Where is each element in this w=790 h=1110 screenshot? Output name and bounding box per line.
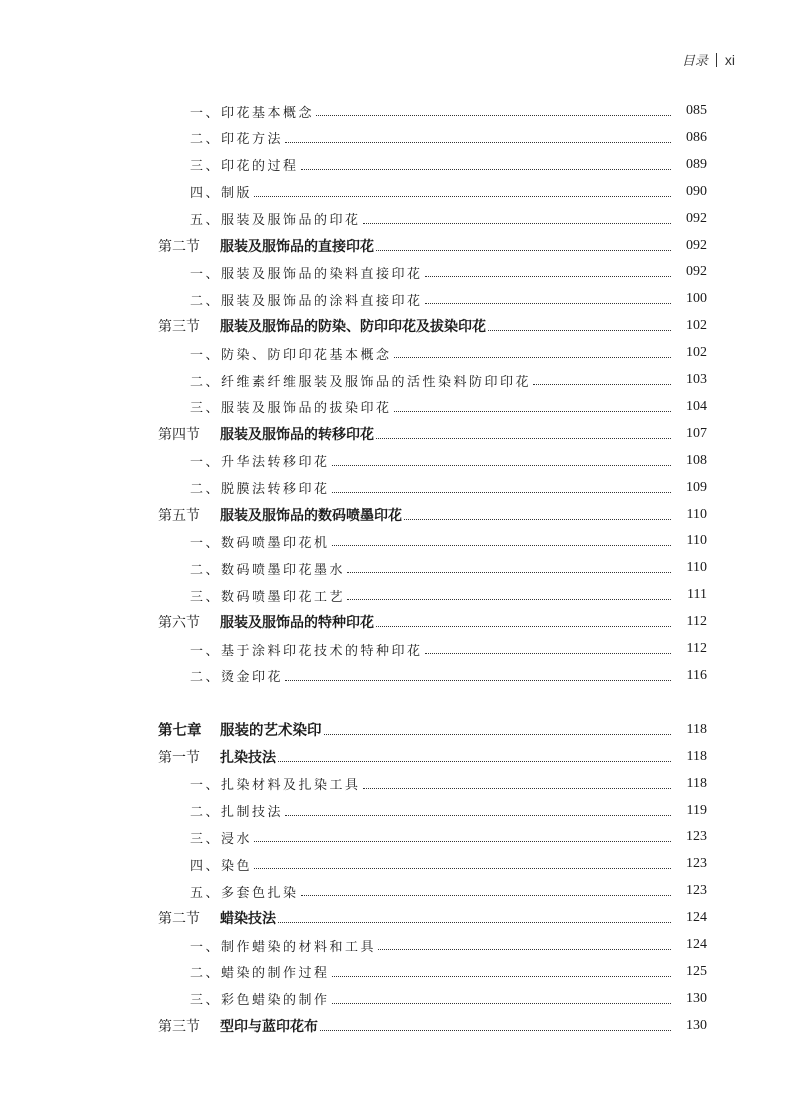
toc-entry-title: 三、数码喷墨印花工艺 [190,589,346,605]
toc-entry-title: 三、浸水 [190,831,253,847]
toc-page-number: 108 [686,452,707,468]
toc-page-number: 107 [686,425,707,441]
toc-entry-label [190,882,299,901]
toc-section-label [158,908,276,928]
dot-leader [320,1029,671,1031]
toc-page-number: 086 [686,129,707,145]
dot-leader [278,760,671,762]
dot-leader [285,141,671,143]
toc-entry-row [0,582,790,608]
toc-entry-title: 三、印花的过程 [190,159,299,175]
toc-entry-title: 五、服装及服饰品的印花 [190,213,361,229]
toc-entry-row [0,932,790,958]
toc-entry-label [190,586,345,605]
dot-leader [347,598,671,600]
toc-page-number: 103 [686,372,707,387]
dot-leader [332,491,671,493]
toc-section-label [158,236,374,256]
dot-leader [301,168,671,170]
toc-page-number: 125 [686,963,707,979]
dot-leader [316,114,671,116]
toc-page-number: 090 [686,183,707,199]
dot-leader [332,464,671,466]
toc-page-number: 104 [686,398,707,414]
toc-entry-label [190,936,376,955]
toc-page-number: 110 [686,533,707,549]
toc-entry-row [0,824,790,850]
toc-page-number: 118 [686,775,707,791]
dot-leader [363,222,671,224]
toc-entry-label [190,397,392,416]
toc-section-number: 第二节 [158,238,200,255]
toc-entry-label [190,371,531,390]
toc-section-title: 扎染技法 [220,749,276,766]
toc-entry-row [0,771,790,797]
toc-section-number: 第二节 [158,911,200,928]
toc-page-number: 130 [686,990,707,1006]
dot-leader [425,302,671,304]
toc-entry-title: 二、数码喷墨印花墨水 [190,562,346,578]
toc-page-number: 112 [686,641,707,656]
toc-entry-row [0,878,790,904]
dot-leader [363,787,671,789]
toc-page-number: 089 [686,156,707,172]
toc-entry-row [0,367,790,393]
toc-section-row [0,609,790,635]
toc-entry-title: 一、基于涂料印花技术的特种印花 [190,643,423,659]
toc-section-label [158,316,486,336]
toc-entry-row [0,798,790,824]
toc-section-number: 第三节 [158,319,200,336]
toc-entry-row [0,528,790,554]
dot-leader [378,948,671,950]
dot-leader [347,571,671,573]
toc-entry-label [190,478,330,497]
dot-leader [278,921,671,923]
toc-section-number: 第五节 [158,507,200,524]
toc-entry-title: 一、扎染材料及扎染工具 [190,778,361,794]
toc-page-number: 119 [686,802,707,818]
header-title: 目录 [681,54,708,69]
toc-section-number: 第六节 [158,615,200,632]
toc-page-number: 092 [686,237,707,253]
toc-page-number: 111 [687,587,707,603]
toc-entry-row [0,206,790,232]
dot-leader [254,195,671,197]
toc-section-title: 服装及服饰品的转移印花 [220,426,374,443]
toc-entry-title: 三、彩色蜡染的制作 [190,993,330,1009]
toc-entry-row [0,555,790,581]
toc-entry-row [0,986,790,1012]
toc-section-label [158,424,374,444]
toc-section-number: 第四节 [158,426,200,443]
toc-entry-label [190,640,423,659]
toc-page-number: 124 [686,937,707,952]
toc-section-title: 服装及服饰品的防染、防印印花及拔染印花 [220,319,486,336]
toc-entry-label [190,962,330,981]
toc-page-number: 110 [686,506,707,522]
toc-section-label [158,612,374,632]
toc-entry-title: 二、蜡染的制作过程 [190,966,330,982]
toc-chapter-row [0,717,790,743]
header-divider [716,53,717,67]
toc-section-row [0,1013,790,1039]
toc-entry-label [190,451,330,470]
dot-leader [376,437,671,439]
toc-entry-row [0,340,790,366]
dot-leader [394,410,671,412]
toc-page-number: 092 [686,210,707,226]
toc-entry-title: 一、升华法转移印花 [190,455,330,471]
toc-entry-row [0,286,790,312]
toc-page-number: 118 [686,748,707,764]
toc-entry-title: 一、服装及服饰品的染料直接印花 [190,266,423,282]
toc-section-number: 第三节 [158,1018,200,1035]
dot-leader [488,329,671,331]
toc-entry-title: 四、制版 [190,186,253,202]
dot-leader [376,249,671,251]
toc-section-label [158,505,402,525]
toc-entry-row [0,259,790,285]
toc-section-row [0,905,790,931]
toc-page-number: 118 [686,721,707,737]
toc-entry-label [190,855,252,874]
toc-entry-row [0,448,790,474]
toc-page-number: 092 [686,264,707,280]
dot-leader [332,544,671,546]
toc-entry-title: 一、印花基本概念 [190,105,315,121]
toc-section-title: 服装及服饰品的数码喷墨印花 [220,507,402,524]
dot-leader [332,975,671,977]
toc-page-number: 116 [686,667,707,683]
toc-entry-label [190,774,361,793]
toc-page-number: 110 [686,560,707,576]
toc-entry-title: 二、脱膜法转移印花 [190,482,330,498]
toc-entry-row [0,152,790,178]
dot-leader [301,894,671,896]
toc-section-label [158,1016,318,1036]
dot-leader [425,652,671,654]
toc-page-number: 102 [686,345,707,361]
running-header [682,50,735,69]
toc-entry-label [190,559,345,578]
toc-page-number: 123 [686,856,707,872]
dot-leader [254,840,671,842]
toc-entry-label [190,801,283,820]
toc-entry-label [190,290,423,309]
toc-page-number: 112 [686,614,707,630]
toc-entry-row [0,394,790,420]
toc-page-number: 109 [686,479,707,495]
toc-section-title: 服装及服饰品的直接印花 [220,238,374,255]
toc-entry-label [190,209,361,228]
toc-page-number: 130 [686,1017,707,1033]
toc-entry-label [190,666,283,685]
toc-entry-row [0,179,790,205]
toc-section-row [0,421,790,447]
toc-entry-title: 一、数码喷墨印花机 [190,535,330,551]
toc-entry-label [190,128,283,147]
toc-entry-title: 二、服装及服饰品的涂料直接印花 [190,293,423,309]
toc-entry-title: 三、服装及服饰品的拔染印花 [190,401,392,417]
toc-page-number: 085 [686,103,707,118]
toc-entry-label [190,182,252,201]
toc-page-number: 123 [686,883,707,899]
dot-leader [376,625,671,627]
toc-entry-label [190,989,330,1008]
toc-entry-title: 二、纤维素纤维服装及服饰品的活性染料防印印花 [190,374,532,390]
toc-entry-title: 四、染色 [190,858,253,874]
toc-entry-row [0,98,790,124]
toc-section-row [0,233,790,259]
toc-page-number: 123 [686,829,707,845]
toc-entry-label [190,532,330,551]
toc-entry-row [0,636,790,662]
dot-leader [285,679,671,681]
toc-entry-label [190,155,299,174]
toc-entry-label [190,828,252,847]
toc-entry-title: 二、扎制技法 [190,805,284,820]
header-page-number: xi [724,51,735,68]
dot-leader [533,383,671,385]
toc-entry-row [0,475,790,501]
toc-entry-label [190,102,314,121]
toc-section-row [0,313,790,339]
dot-leader [324,733,672,735]
toc-entry-row [0,851,790,877]
toc-entry-row [0,959,790,985]
toc-entry-title: 二、印花方法 [190,132,284,148]
toc-section-title: 型印与蓝印花布 [220,1018,318,1035]
toc-entry-title: 二、烫金印花 [190,670,284,686]
dot-leader [425,275,671,277]
toc-section-label [158,747,276,767]
toc-page-number: 124 [686,910,707,926]
toc-section-number: 第一节 [158,749,200,766]
toc-entry-title: 五、多套色扎染 [190,885,299,901]
dot-leader [285,814,671,816]
dot-leader [332,1002,671,1004]
dot-leader [254,867,671,869]
toc-page-number: 100 [686,291,707,307]
toc-section-row [0,502,790,528]
toc-chapter-label [158,719,322,740]
toc-section-row [0,744,790,770]
toc-section-title: 蜡染技法 [220,911,276,928]
toc-entry-title: 一、制作蜡染的材料和工具 [190,939,377,955]
dot-leader [404,518,671,520]
toc-entry-label [190,263,423,282]
toc-chapter-number: 第七章 [158,722,202,740]
toc-entry-row [0,663,790,689]
toc-entry-label [190,344,392,363]
toc-entry-title: 一、防染、防印印花基本概念 [190,347,392,363]
toc-entry-row [0,125,790,151]
toc-section-title: 服装及服饰品的特种印花 [220,615,374,632]
toc-chapter-title: 服装的艺术染印 [220,722,322,740]
toc-page-number: 102 [686,318,707,334]
dot-leader [394,356,671,358]
